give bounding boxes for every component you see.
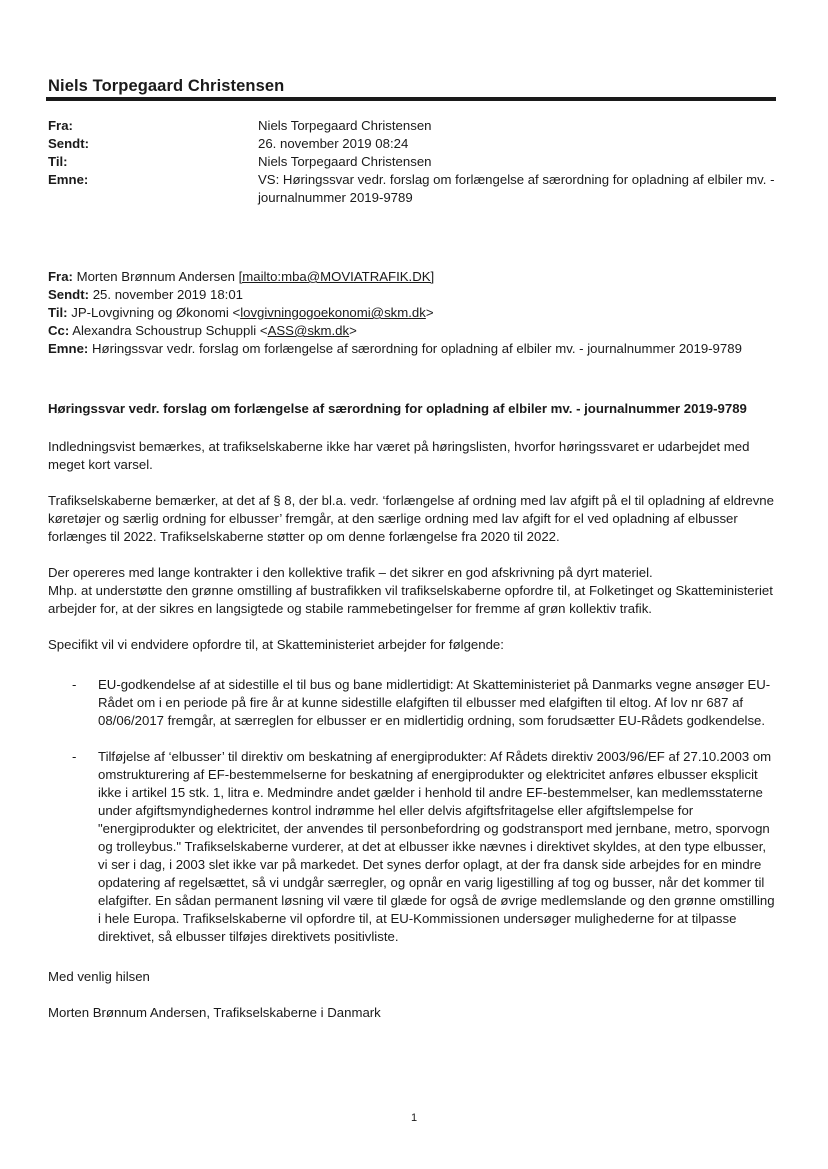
header-label: Til: [48, 154, 68, 169]
bullet-dash: - [72, 749, 77, 764]
body-paragraph: Indledningsvist bemærkes, at trafikselskaberne ikke har været på høringslisten, hvorfor høringssvaret er udarbejdet med meget kort varsel. [48, 439, 750, 472]
fwd-sent-label: Sendt: [48, 287, 90, 302]
header-row-from [48, 117, 778, 135]
fwd-subject-value: Høringssvar vedr. forslag om forlængelse af særordning for opladning af elbiler mv. - journalnummer 2019-9789 [91, 341, 742, 356]
fwd-cc-close: > [349, 323, 357, 338]
email-header [48, 117, 778, 207]
header-rule [46, 97, 776, 101]
fwd-to-close: > [425, 305, 434, 320]
header-value: Niels Torpegaard Christensen [258, 118, 432, 133]
fwd-cc-label: Cc: [48, 323, 70, 338]
fwd-sent-value: 25. november 2019 18:01 [92, 287, 244, 302]
bullet-text: EU-godkendelse af at sidestille el til bus og bane midlertidigt: At Skatteministeriet på Danmarks vegne ansøger EU-Rådet om i en periode på fire år at kunne sidestille elafgiften til elbusser med elafgiften til eltog. Af lov nr 687 af 08/06/2017 fremgår, at særreglen for elbusser er en midlertidig ordning, som forudsætter EU-Rådets godkendelse. [98, 677, 771, 728]
body-paragraph: Specifikt vil vi endvidere opfordre til, at Skatteministeriet arbejder for følgende: [48, 637, 504, 652]
fwd-to-name: JP-Lovgivning og Økonomi < [71, 305, 241, 320]
body-subject-heading: Høringssvar vedr. forslag om forlængelse af særordning for opladning af elbiler mv. - journalnummer 2019-9789 [48, 401, 747, 416]
list-item [48, 748, 778, 946]
fwd-subject-line [48, 340, 778, 358]
header-label: Fra: [48, 118, 73, 133]
header-value: Niels Torpegaard Christensen [258, 154, 432, 169]
bullet-dash: - [72, 677, 77, 692]
fwd-from-name: Morten Brønnum Andersen [76, 269, 235, 284]
body-paragraph: Trafikselskaberne bemærker, at det af § 8, der bl.a. vedr. ‘forlængelse af ordning med lav afgift på el til opladning af eldrevne køretøjer og særlig ordning for elbusser’ fremgår, at den særlige ordning med lav afgift for el ved opladning af elbusser forlænges til 2022. Trafikselskaberne støtter op om denne forlængelse fra 2020 til 2022. [48, 493, 774, 544]
header-row-subject [48, 171, 778, 207]
fwd-to-line [48, 304, 778, 322]
sender-name: Niels Torpegaard Christensen [48, 77, 285, 95]
fwd-sent-line [48, 286, 778, 304]
bullet-text: Tilføjelse af ‘elbusser’ til direktiv om beskatning af energiprodukter: Af Rådets direktiv 2003/96/EF af 27.10.2003 om omstrukturering af EF-bestemmelserne for beskatning af energiprodukter og elektricitet anføres elbusser eksplicit ikke i artikel 15 stk. 1, litra e. Medmindre andet gælder i henhold til andre EF-bestemmelser, kan medlemsstaterne under afgiftsmyndighedernes kontrol indrømme hel eller delvis afgiftsfritagelse eller afgiftslempelse for "energiprodukter og elektricitet, der anvendes til personbefordring og godstransport med jernbane, metro, sporvogn og trolleybus." Trafikselskaberne vurderer, at det at elbusser ikke nævnes i direktivet skyldes, at den type elbusser, vi ser i dag, i 2003 slet ikke var på markedet. Det synes derfor oplagt, at der fra dansk side arbejdes for en mindre opdatering af regelsættet, så vi undgår særregler, og opnår en varig ligestilling af tog og busser, når det kommer til elafgifter. En sådan permanent løsning vil være til glæde for også de øvrige medlemslande og den grønne omstilling i hele Europa. Trafikselskaberne vil opfordre til, at EU-Kommissionen undersøger mulighederne for at tilpasse direktivet, så elbusser tilføjes direktivets positivliste. [98, 749, 775, 944]
forwarded-header [48, 268, 778, 358]
closing-greeting: Med venlig hilsen [48, 969, 150, 984]
fwd-cc-email-link[interactable]: ASS@skm.dk [267, 323, 350, 338]
body-line: Der opereres med lange kontrakter i den kollektive trafik – det sikrer en god afskrivning på dyrt materiel. [48, 565, 653, 580]
signature: Morten Brønnum Andersen, Trafikselskaberne i Danmark [48, 1005, 381, 1020]
fwd-subject-label: Emne: [48, 341, 89, 356]
fwd-from-line [48, 268, 778, 286]
header-value: 26. november 2019 08:24 [258, 136, 409, 151]
fwd-from-mailto-link[interactable]: [mailto:mba@MOVIATRAFIK.DK] [238, 269, 435, 284]
fwd-from-label: Fra: [48, 269, 73, 284]
fwd-to-email-link[interactable]: lovgivningogoekonomi@skm.dk [240, 305, 426, 320]
header-label: Sendt: [48, 136, 90, 151]
page-number: 1 [410, 1112, 418, 1124]
body-paragraph [48, 564, 778, 618]
letter-body [48, 400, 778, 1040]
fwd-cc-name: Alexandra Schoustrup Schuppli < [72, 323, 268, 338]
bullet-list [48, 676, 778, 946]
fwd-to-label: Til: [48, 305, 68, 320]
header-label: Emne: [48, 172, 89, 187]
list-item [48, 676, 778, 730]
header-row-to [48, 153, 778, 171]
fwd-cc-line [48, 322, 778, 340]
header-value: VS: Høringssvar vedr. forslag om forlængelse af særordning for opladning af elbiler mv. - journalnummer 2019-9789 [258, 172, 775, 205]
header-row-sent [48, 135, 778, 153]
body-line: Mhp. at understøtte den grønne omstilling af bustrafikken vil trafikselskaberne opfordre til, at Folketinget og Skatteministeriet arbejder for, at der sikres en langsigtede og stabile rammebetingelser for fremme af grøn kollektiv trafik. [48, 583, 773, 616]
